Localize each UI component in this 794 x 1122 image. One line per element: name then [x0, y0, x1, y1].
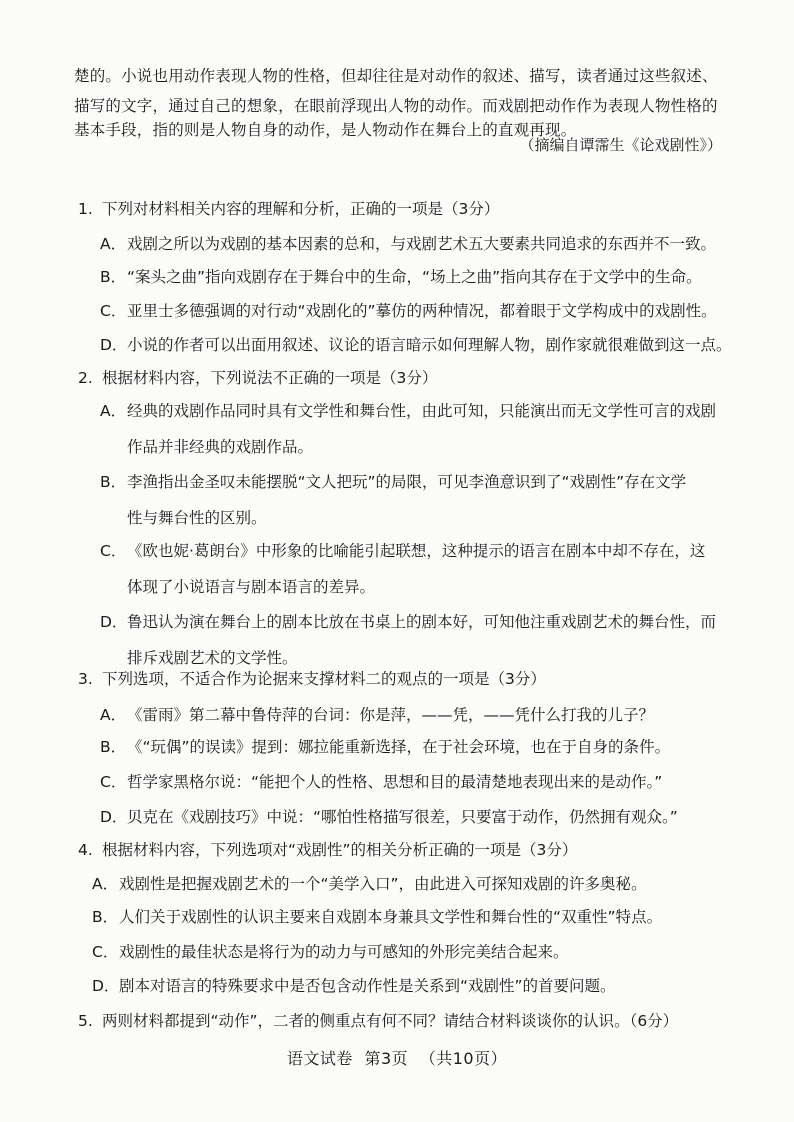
question-2-option-d: D．鲁迅认为演在舞台上的剧本比放在书桌上的剧本好，可知他注重戏剧艺术的舞台性，而 排斥戏剧艺术的文学性。	[100, 613, 717, 667]
question-1-option-d: D．小说的作者可以出面用叙述、议论的语言暗示如何理解人物，剧作家就很难做到这一点。	[100, 336, 732, 354]
question-number: 1.	[78, 200, 93, 218]
question-1-option-b: B．“案头之曲”指向戏剧存在于舞台中的生命，“场上之曲”指向其存在于文学中的生命。	[100, 268, 702, 286]
passage-line-2: 描写的文字，通过自己的想象，在眼前浮现出人物的动作。而戏剧把动作作为表现人物性格的	[74, 97, 718, 115]
question-text: 两则材料都提到“动作”，二者的侧重点有何不同？请结合材料谈谈你的认识。（6分）	[102, 1012, 679, 1030]
page-footer	[0, 1046, 794, 1069]
question-4-option-c: C．戏剧性的最佳状态是将行为的动力与可感知的外形完美结合起来。	[92, 943, 569, 961]
question-1-option-c: C．亚里士多德强调的对行动“戏剧化的”摹仿的两种情况，都着眼于文学构成中的戏剧性。	[100, 302, 717, 320]
question-4-option-a: A．戏剧性是把握戏剧艺术的一个“美学入口”，由此进入可探知戏剧的许多奥秘。	[92, 875, 647, 893]
question-3-option-a: A．《雷雨》第二幕中鲁侍萍的台词：你是萍，——凭，——凭什么打我的儿子？	[100, 706, 655, 724]
question-3-option-b: B．《“玩偶”的误读》提到：娜拉能重新选择，在于社会环境，也在于自身的条件。	[100, 738, 671, 756]
passage-source: （摘编自谭霈生《论戏剧性》）	[519, 136, 722, 154]
question-number: 5.	[78, 1012, 93, 1030]
question-5-stem	[78, 1010, 734, 1032]
question-text: 根据材料内容，下列说法不正确的一项是（3分）	[102, 369, 438, 387]
question-2-option-a: A．经典的戏剧作品同时具有文学性和舞台性，由此可知，只能演出而无文学性可言的戏剧 作品并非经典的戏剧作品。	[100, 402, 717, 456]
question-number: 3.	[78, 670, 93, 688]
question-4-option-b: B．人们关于戏剧性的认识主要来自戏剧本身兼具文学性和舞台性的“双重性”特点。	[92, 908, 663, 926]
passage-line-3: 基本手段，指的则是人物自身的动作，是人物动作在舞台上的直观再现。	[74, 121, 577, 139]
question-2-option-c: C．《欧也妮·葛朗台》中形象的比喻能引起联想，这种提示的语言在剧本中却不存在，这 体现了小说语言与剧本语言的差异。	[100, 542, 706, 596]
question-4-stem	[78, 839, 734, 861]
question-3-option-d: D．贝克在《戏剧技巧》中说：“哪怕性格描写很差，只要富于动作，仍然拥有观众。”	[100, 808, 678, 826]
footer-page-number: 第3页	[364, 1049, 409, 1068]
question-3-option-c: C．哲学家黑格尔说：“能把个人的性格、思想和目的最清楚地表现出来的是动作。”	[100, 773, 663, 791]
question-4-option-d: D．剧本对语言的特殊要求中是否包含动作性是关系到“戏剧性”的首要问题。	[92, 977, 616, 995]
footer-subject: 语文试卷	[286, 1049, 353, 1068]
passage-line-1: 楚的。小说也用动作表现人物的性格，但却往往是对动作的叙述、描写，读者通过这些叙述、	[74, 67, 718, 85]
question-text: 根据材料内容，下列选项对“戏剧性”的相关分析正确的一项是（3分）	[102, 841, 578, 859]
question-2-stem	[78, 367, 734, 389]
question-1-stem	[78, 198, 734, 220]
question-1-option-a: A．戏剧之所以为戏剧的基本因素的总和，与戏剧艺术五大要素共同追求的东西并不一致。	[100, 235, 717, 253]
question-2-option-b: B．李渔指出金圣叹未能摆脱“文人把玩”的局限，可见李渔意识到了“戏剧性”存在文学 性与舞台性的区别。	[100, 473, 687, 527]
question-text: 下列对材料相关内容的理解和分析，正确的一项是（3分）	[102, 200, 500, 218]
question-3-stem	[78, 668, 734, 690]
question-text: 下列选项，不适合作为论据来支撑材料二的观点的一项是（3分）	[102, 670, 546, 688]
question-number: 4.	[78, 841, 93, 859]
footer-total-pages: （共10页）	[419, 1049, 508, 1068]
question-number: 2.	[78, 369, 93, 387]
